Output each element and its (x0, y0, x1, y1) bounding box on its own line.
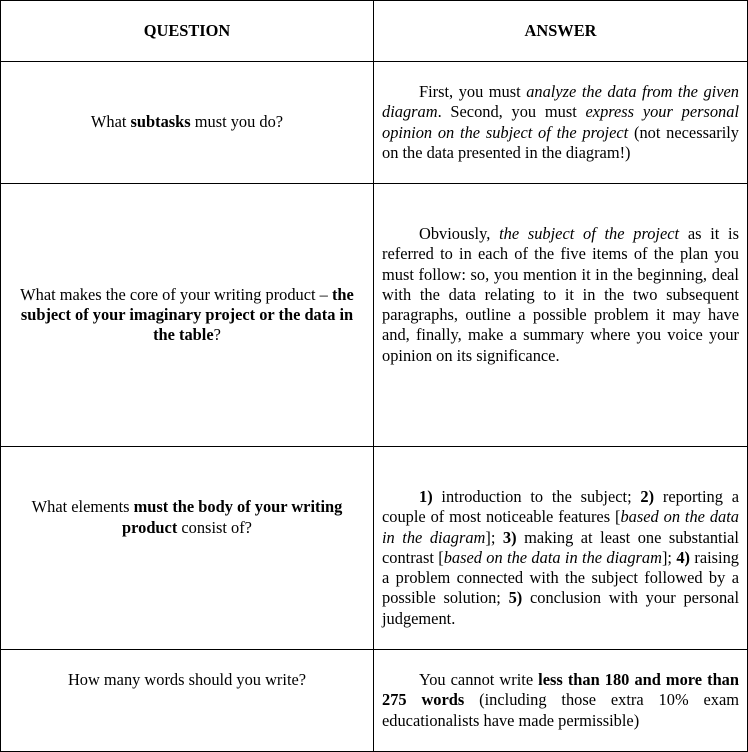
answer-cell: 1) introduction to the subject; 2) reporting a couple of most noticeable features [based on the data in the diagram]; 3) making at least one substantial contrast [based on the data in the diagram]; 4) raising a problem connected with the subject followed by a possible solution; 5) conclusion with your personal judgement. (382, 487, 739, 628)
question-text: What elements must the body of your writing product consist of? (31, 497, 343, 537)
question-text: How many words should you write? (67, 670, 307, 690)
header-question: QUESTION (143, 20, 231, 40)
header-answer: ANSWER (524, 20, 597, 40)
answer-cell: First, you must analyze the data from the given diagram. Second, you must express your personal opinion on the subject of the project (not necessarily on the data presented in the diagram!) (382, 82, 739, 162)
question-cell (1, 184, 373, 446)
question-cell (1, 650, 373, 711)
answer-cell: Obviously, the subject of the project as it is referred to in each of the five items of the plan you must follow: so, you mention it in the beginning, deal with the data relating to it in the two subsequent paragraphs, outline a possible problem it may have and, finally, make a summary where you voice your opinion on its significance. (382, 224, 739, 365)
question-text: What makes the core of your writing product – the subject of your imaginary project or the data in the table? (20, 284, 354, 345)
question-cell (1, 62, 373, 183)
question-text: What subtasks must you do? (90, 112, 284, 132)
answer-cell: You cannot write less than 180 and more than 275 words (including those extra 10% exam educationalists have made permissible) (382, 670, 739, 730)
question-cell (1, 447, 373, 588)
